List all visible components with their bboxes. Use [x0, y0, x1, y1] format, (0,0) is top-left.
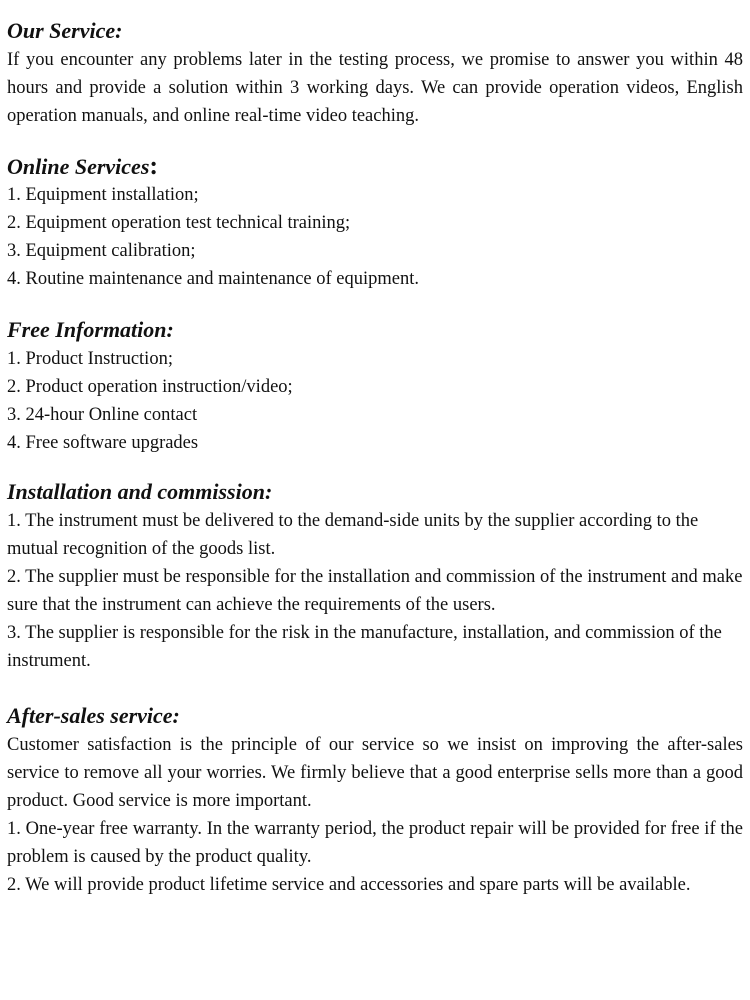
installation-heading: Installation and commission:: [7, 479, 273, 504]
our-service-heading: Our Service:: [7, 18, 123, 43]
free-information-item: 3. 24-hour Online contact: [7, 405, 198, 425]
online-services-item: 3. Equipment calibration;: [7, 241, 196, 261]
our-service-section: [7, 16, 743, 130]
online-services-item: 1. Equipment installation;: [7, 185, 199, 205]
installation-item: 3. The supplier is responsible for the risk in the manufacture, installation, and commission of the instrument.: [7, 623, 722, 671]
after-sales-section: [7, 701, 743, 899]
free-information-item: 2. Product operation instruction/video;: [7, 377, 293, 397]
after-sales-item: 1. One-year free warranty. In the warranty period, the product repair will be provided for free if the problem is caused by the product quality.: [7, 819, 743, 867]
online-services-heading-colon: :: [149, 151, 159, 180]
online-services-item: 4. Routine maintenance and maintenance of equipment.: [7, 269, 419, 289]
installation-item: 1. The instrument must be delivered to the demand-side units by the supplier according to the mutual recognition of the goods list.: [7, 511, 699, 559]
online-services-item: 2. Equipment operation test technical training;: [7, 213, 351, 233]
installation-section: [7, 477, 743, 675]
online-services-section: [7, 151, 743, 293]
free-information-section: [7, 315, 743, 457]
online-services-heading: [7, 151, 743, 181]
after-sales-heading: After-sales service:: [7, 703, 180, 728]
free-information-heading: Free Information:: [7, 317, 174, 342]
after-sales-intro: Customer satisfaction is the principle of our service so we insist on improving the after-sales service to remove all your worries. We firmly believe that a good enterprise sells more than a good product. Good service is more important.: [7, 735, 743, 811]
free-information-item: 4. Free software upgrades: [7, 433, 199, 453]
after-sales-item: 2. We will provide product lifetime service and accessories and spare parts will be available.: [7, 875, 691, 895]
free-information-item: 1. Product Instruction;: [7, 349, 173, 369]
our-service-body: If you encounter any problems later in the testing process, we promise to answer you within 48 hours and provide a solution within 3 working days. We can provide operation videos, English operation manuals, and online real-time video teaching.: [7, 50, 743, 126]
online-services-heading-text: Online Services: [7, 154, 150, 179]
installation-item: 2. The supplier must be responsible for the installation and commission of the instrument and make sure that the instrument can achieve the requirements of the users.: [7, 567, 743, 615]
